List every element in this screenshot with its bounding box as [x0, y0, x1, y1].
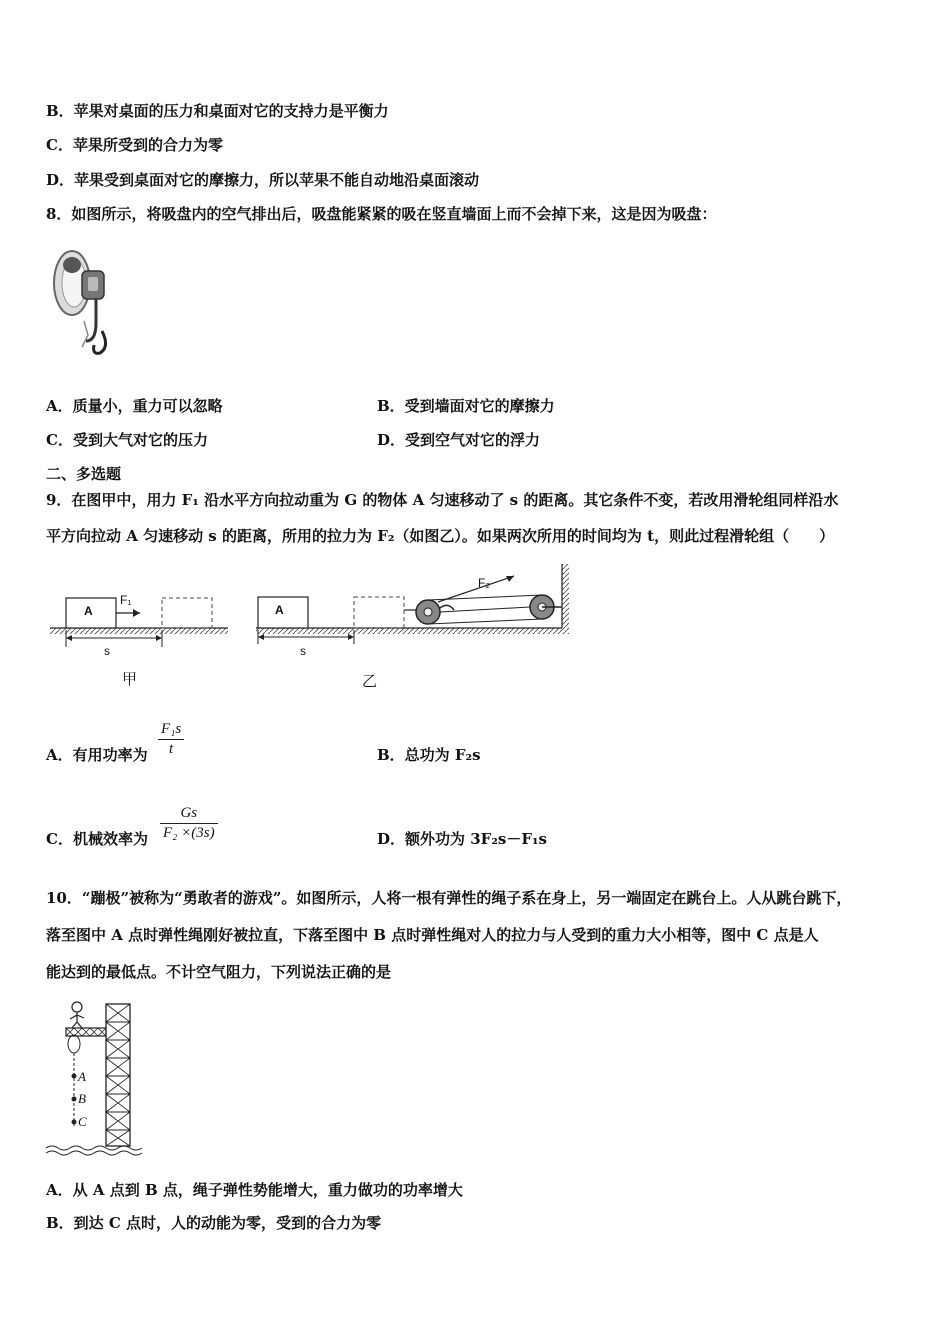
- q7-option-d: D．苹果受到桌面对它的摩擦力，所以苹果不能自动地沿桌面滚动: [46, 171, 480, 189]
- distance-label-jia: s: [104, 644, 110, 658]
- q10-option-a: A．从 A 点到 B 点，绳子弹性势能增大，重力做功的功率增大: [46, 1181, 463, 1199]
- point-b-label: B: [78, 1091, 86, 1106]
- point-a-label: A: [78, 1069, 86, 1084]
- q7-option-b: B．苹果对桌面的压力和桌面对它的支持力是平衡力: [46, 102, 389, 120]
- q9-a-numerator: F₁s: [161, 721, 182, 737]
- q10-stem-line3: 能达到的最低点。不计空气阻力，下列说法正确的是: [46, 963, 392, 981]
- q8-option-d: D．受到空气对它的浮力: [377, 431, 541, 449]
- point-c-label: C: [78, 1114, 87, 1129]
- q9-c-denominator: F₂ ×(3s): [160, 823, 218, 842]
- block-a-label: A: [84, 604, 93, 618]
- q9-option-a: A．有用功率为: [46, 746, 148, 764]
- q8-stem: 8．如图所示，将吸盘内的空气排出后，吸盘能紧紧的吸在竖直墙面上而不会掉下来，这是因为吸盘：: [46, 205, 717, 223]
- q10-stem-line1: 10．“蹦极”被称为“勇敢者的游戏”。如图所示，人将一根有弹性的绳子系在身上，另一端固定在跳台上。人从跳台跳下，: [46, 889, 852, 907]
- force-f2-label: F₂: [478, 576, 490, 590]
- q8-option-a: A．质量小，重力可以忽略: [46, 397, 223, 415]
- q8-option-c: C．受到大气对它的压力: [46, 431, 208, 449]
- figure-yi-pulley: [250, 562, 575, 662]
- suction-cup-figure: [44, 243, 124, 361]
- section-heading: 二、多选题: [46, 465, 122, 483]
- q10-stem-line2: 落至图中 A 点时弹性绳刚好被拉直，下落至图中 B 点时弹性绳对人的拉力与人受到的重力大小相等，图中 C 点是人: [46, 926, 819, 944]
- bungee-tower-figure: [44, 998, 144, 1160]
- distance-label-yi: s: [300, 644, 306, 658]
- q9-stem-line1: 9．在图甲中，用力 F₁ 沿水平方向拉动重为 G 的物体 A 匀速移动了 s 的距离。其它条件不变，若改用滑轮组同样沿水: [46, 491, 839, 509]
- q9-stem-line2: 平方向拉动 A 匀速移动 s 的距离，所用的拉力为 F₂（如图乙）。如果两次所用的时间均为 t，则此过程滑轮组（ ）: [46, 527, 835, 545]
- q9-option-b: B．总功为 F₂s: [377, 746, 481, 764]
- q9-c-fraction: [160, 805, 218, 842]
- q9-option-d: D．额外功为 3F₂s－F₁s: [377, 830, 547, 848]
- figure-jia: [44, 585, 234, 660]
- q7-option-c: C．苹果所受到的合力为零: [46, 136, 223, 154]
- force-f1-label: F₁: [120, 593, 132, 607]
- q9-option-c: C．机械效率为: [46, 830, 148, 848]
- q9-a-fraction: [158, 721, 184, 758]
- q9-c-numerator: Gs: [180, 805, 198, 821]
- caption-yi: 乙: [362, 673, 378, 690]
- q10-option-b: B．到达 C 点时，人的动能为零，受到的合力为零: [46, 1214, 382, 1232]
- caption-jia: 甲: [122, 671, 138, 688]
- q9-a-denominator: t: [158, 739, 184, 758]
- block-a-label-yi: A: [275, 603, 284, 617]
- q8-option-b: B．受到墙面对它的摩擦力: [377, 397, 555, 415]
